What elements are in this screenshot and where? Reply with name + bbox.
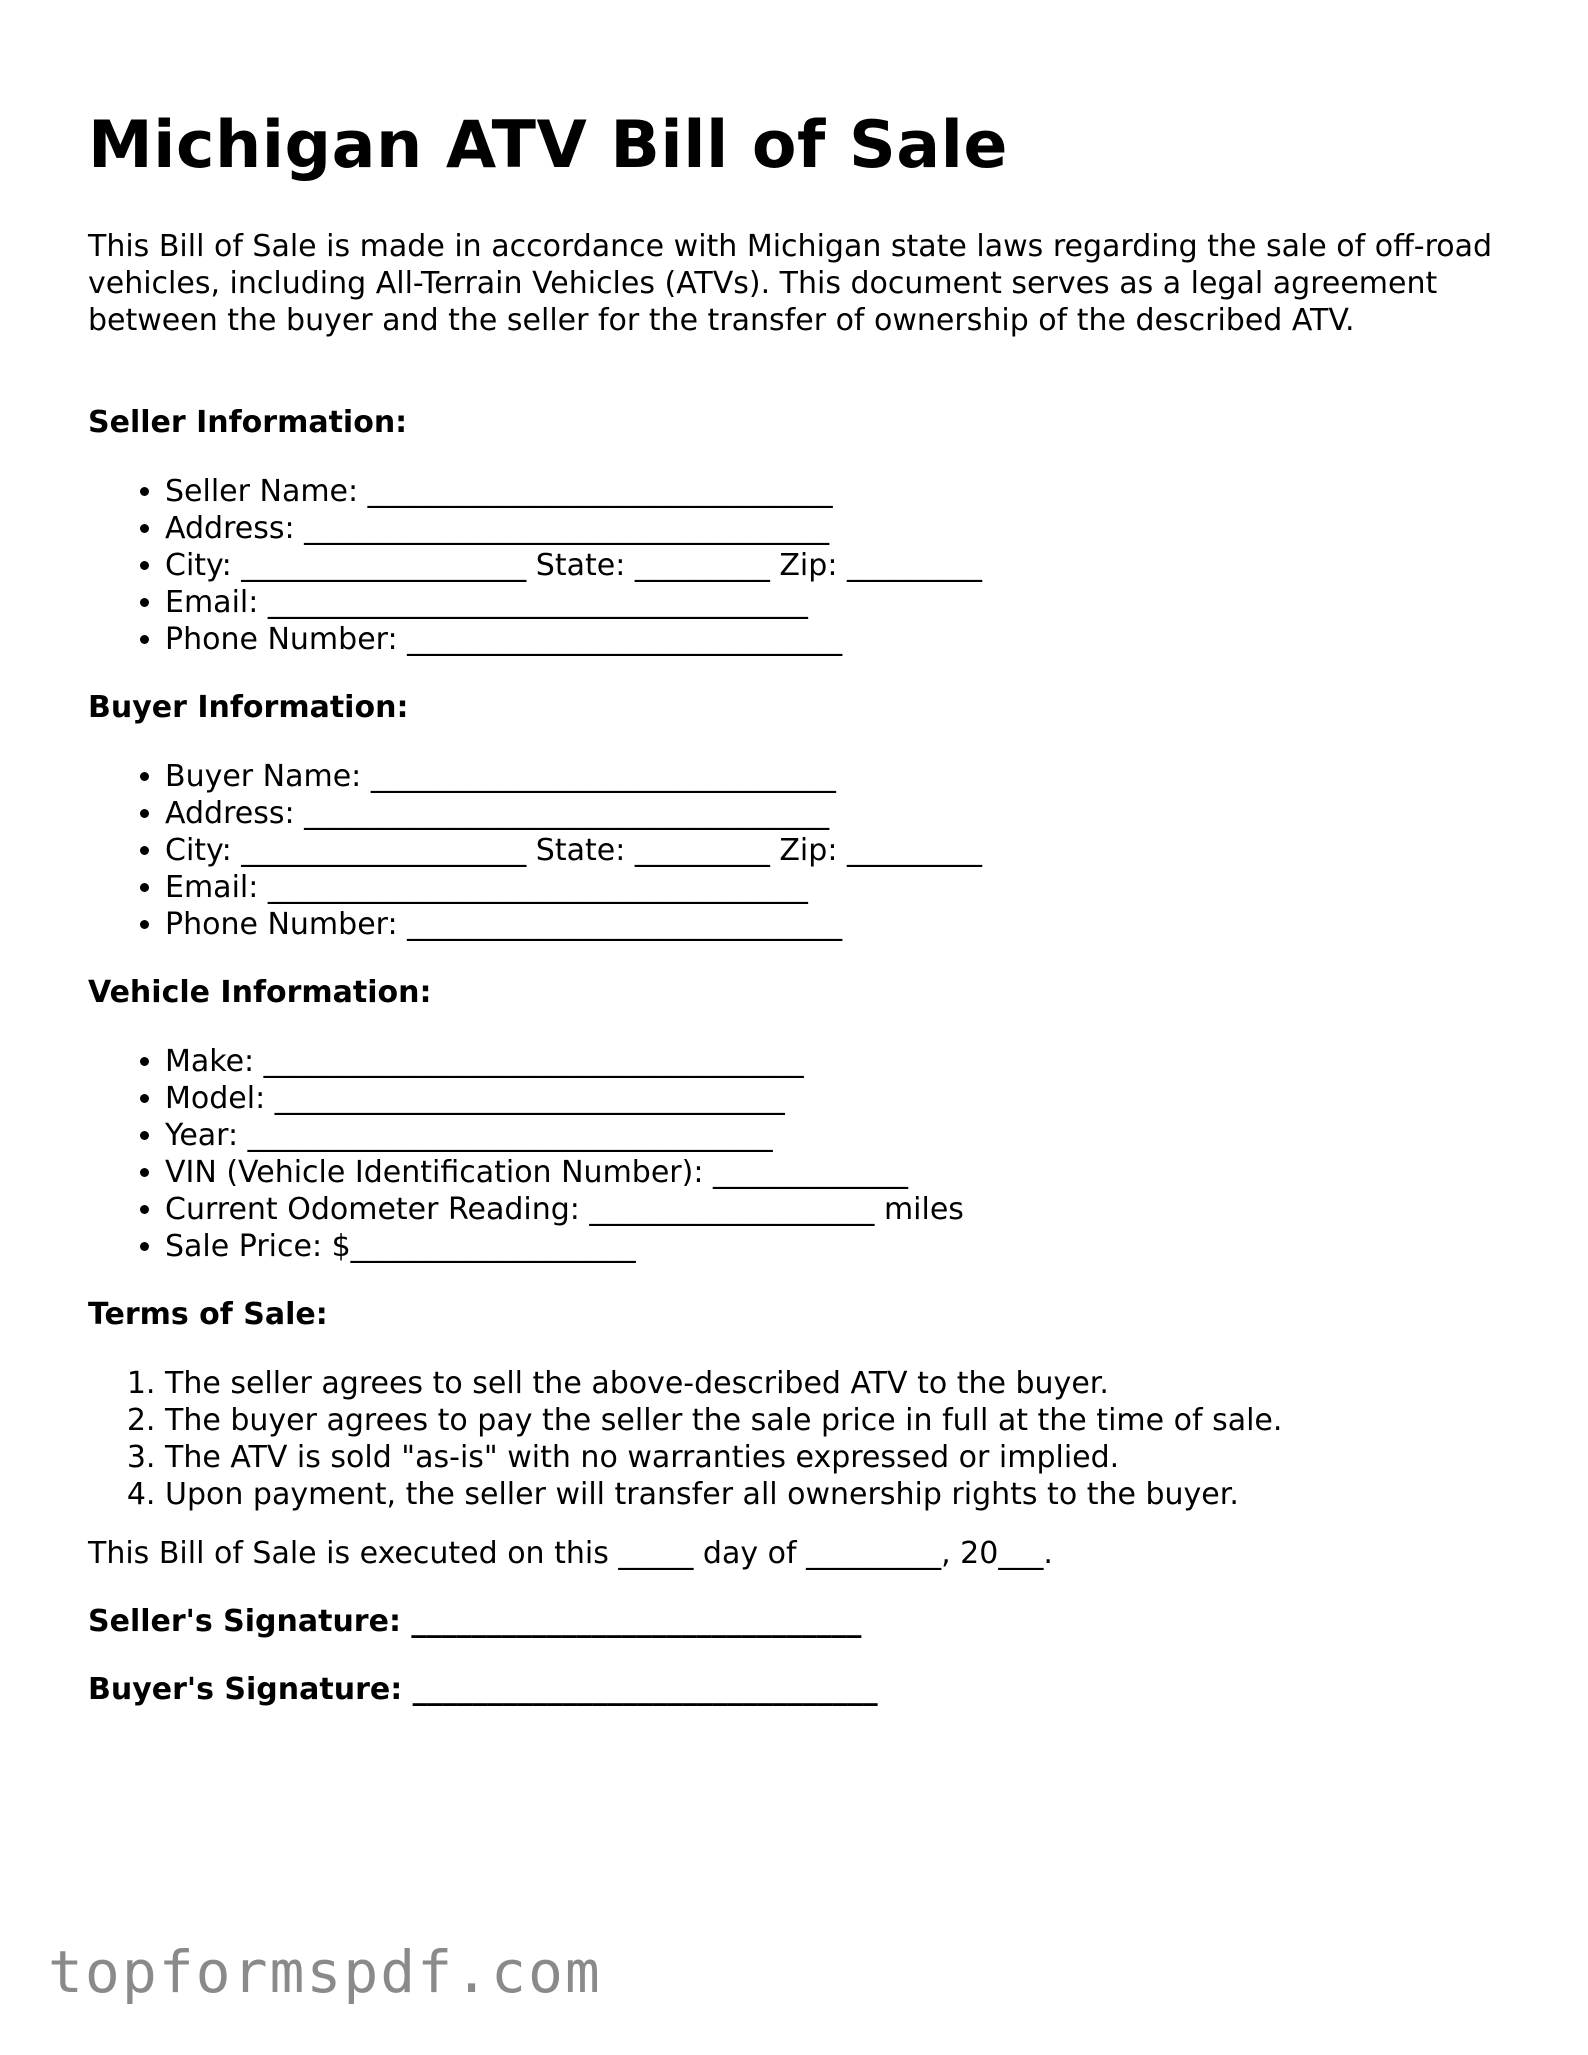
seller-city-state-zip-field[interactable]: • City: ___________________ State: _________ Zip: _________ xyxy=(165,547,982,584)
buyer-address-field[interactable]: • Address: ___________________________________ xyxy=(165,795,982,832)
buyer-phone-field[interactable]: • Phone Number: _____________________________ xyxy=(165,906,982,943)
terms-heading: Terms of Sale: xyxy=(88,1297,328,1332)
seller-address-field[interactable]: • Address: ___________________________________ xyxy=(165,510,982,547)
seller-email-field[interactable]: • Email: ____________________________________ xyxy=(165,584,982,621)
vehicle-fields-list xyxy=(88,1043,964,1265)
document-title: Michigan ATV Bill of Sale xyxy=(88,108,1008,183)
vehicle-odometer-field[interactable]: • Current Odometer Reading: ___________________ miles xyxy=(165,1191,964,1228)
vehicle-year-field[interactable]: • Year: ___________________________________ xyxy=(165,1117,964,1154)
terms-item: 2. The buyer agrees to pay the seller the sale price in full at the time of sale. xyxy=(165,1402,1282,1439)
sale-price-field[interactable]: • Sale Price: $___________________ xyxy=(165,1228,964,1265)
buyer-fields-list xyxy=(88,758,982,943)
buyer-city-state-zip-field[interactable]: • City: ___________________ State: _________ Zip: _________ xyxy=(165,832,982,869)
seller-fields-list xyxy=(88,473,982,658)
seller-heading: Seller Information: xyxy=(88,405,408,440)
buyer-heading: Buyer Information: xyxy=(88,690,409,725)
executed-date-line[interactable]: This Bill of Sale is executed on this _____ day of _________, 20___. xyxy=(88,1536,1053,1571)
vehicle-vin-field[interactable]: • VIN (Vehicle Identification Number): _____________ xyxy=(165,1154,964,1191)
terms-item: 1. The seller agrees to sell the above-described ATV to the buyer. xyxy=(165,1365,1282,1402)
buyer-name-field[interactable]: • Buyer Name: _______________________________ xyxy=(165,758,982,795)
seller-signature-line[interactable]: Seller's Signature: ______________________________ xyxy=(88,1604,862,1639)
seller-phone-field[interactable]: • Phone Number: _____________________________ xyxy=(165,621,982,658)
buyer-signature-line[interactable]: Buyer's Signature: _______________________________ xyxy=(88,1672,878,1707)
terms-item: 3. The ATV is sold "as-is" with no warranties expressed or implied. xyxy=(165,1439,1282,1476)
intro-paragraph: This Bill of Sale is made in accordance with Michigan state laws regarding the sale of off-road vehicles, including All-Terrain Vehicles (ATVs). This document serves as a legal agreement between the buyer and the seller for the transfer of ownership of the described ATV. xyxy=(88,229,1493,338)
vehicle-make-field[interactable]: • Make: ____________________________________ xyxy=(165,1043,964,1080)
vehicle-heading: Vehicle Information: xyxy=(88,975,432,1010)
watermark-text: topformspdf.com xyxy=(48,1938,602,2006)
vehicle-model-field[interactable]: • Model: __________________________________ xyxy=(165,1080,964,1117)
terms-list xyxy=(88,1365,1282,1513)
buyer-email-field[interactable]: • Email: ____________________________________ xyxy=(165,869,982,906)
terms-item: 4. Upon payment, the seller will transfer all ownership rights to the buyer. xyxy=(165,1476,1282,1513)
seller-name-field[interactable]: • Seller Name: _______________________________ xyxy=(165,473,982,510)
